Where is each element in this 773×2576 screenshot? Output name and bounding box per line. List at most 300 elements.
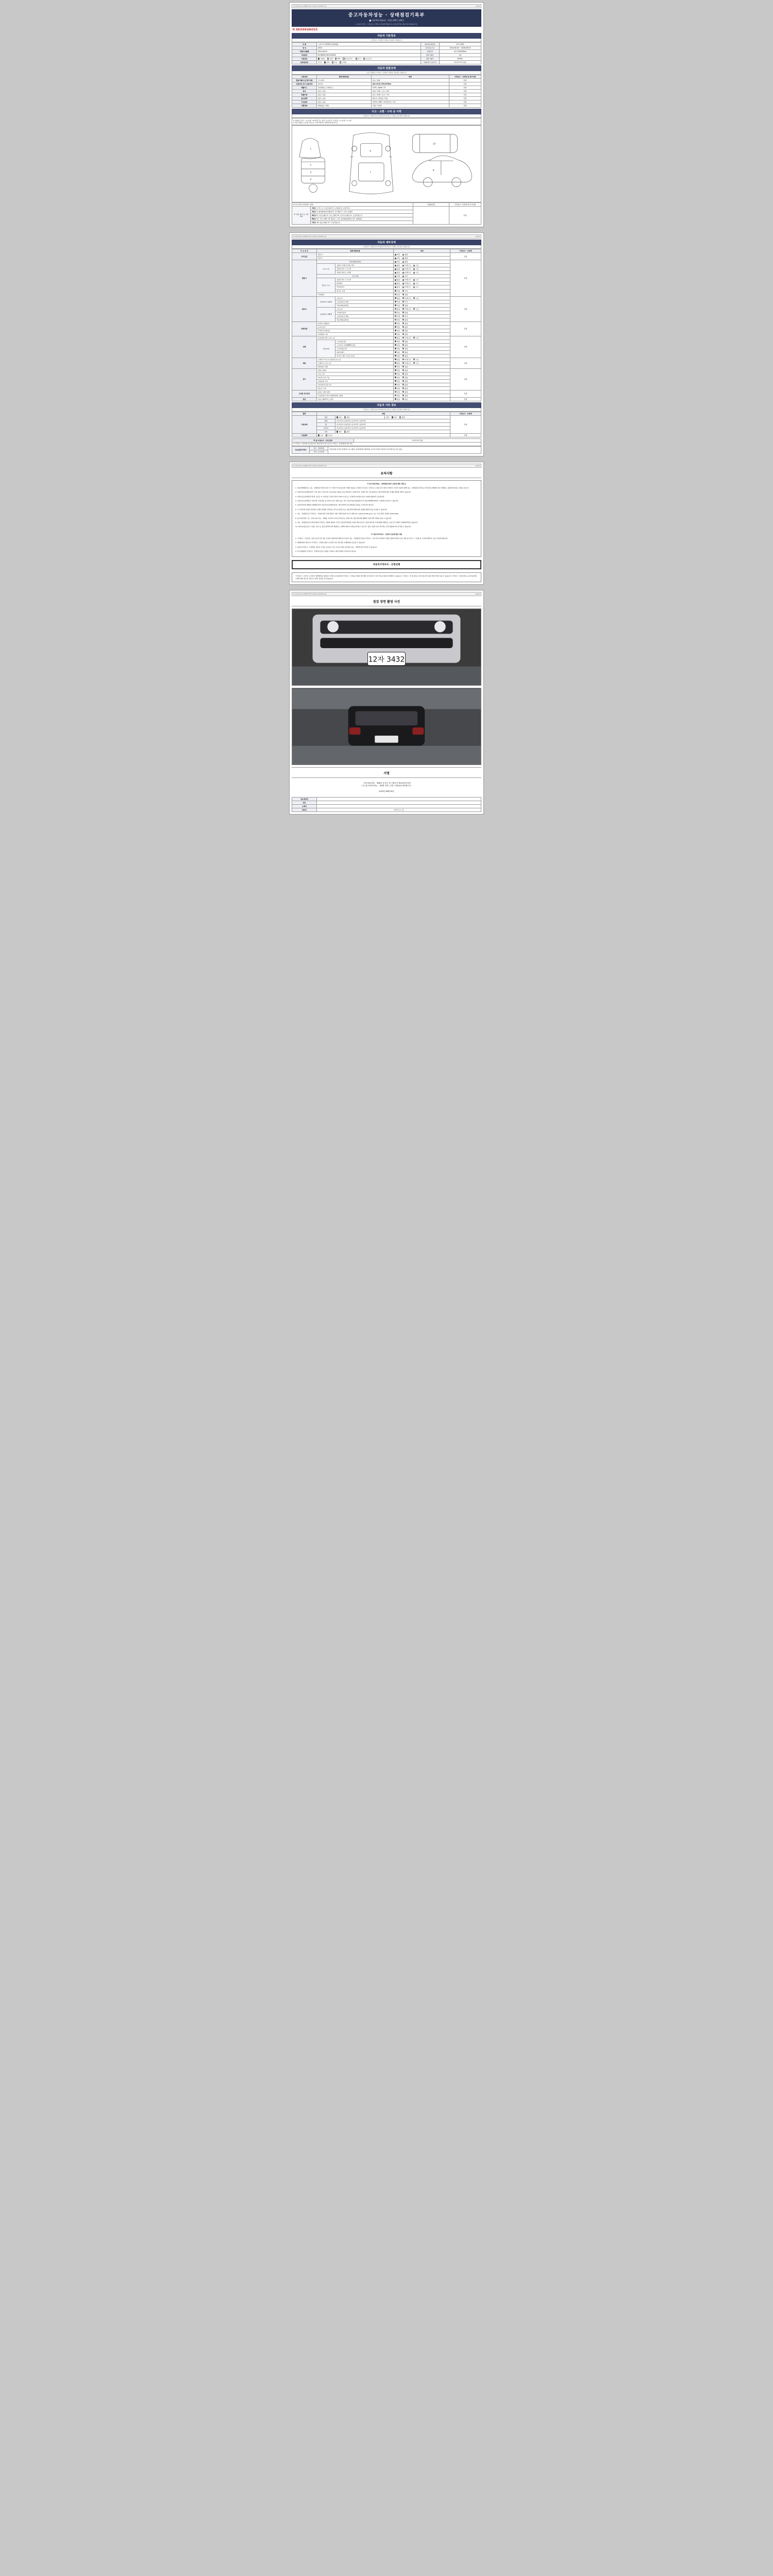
state-option[interactable]: 미세누수 [402,279,411,281]
state-option[interactable]: 양호 [395,341,400,343]
state-option[interactable]: 불량 [402,387,408,389]
checkbox-icon[interactable] [402,341,404,342]
row-state[interactable] [394,340,450,343]
checkbox-icon[interactable] [413,283,415,284]
sig-row-value[interactable] [317,798,481,801]
state-option[interactable]: 누유 [413,272,418,274]
state-option[interactable]: 양호 [395,351,400,353]
state-option[interactable]: 불량 [402,351,408,353]
row-state[interactable] [394,321,450,325]
row-state[interactable]: 렌트카 / 영업용 / 관용 [371,97,449,100]
checkbox-icon[interactable] [402,294,404,295]
checkbox-icon[interactable] [395,380,396,382]
row-state-right[interactable] [385,416,450,419]
checkbox-icon[interactable] [356,58,357,59]
state-option[interactable]: 불량 [344,431,349,433]
state-option[interactable]: 없음 [395,264,400,266]
state-option[interactable]: 미세누수 [402,286,411,288]
checkbox-icon[interactable] [318,434,320,436]
state-option[interactable]: 양호 [395,369,400,371]
state-option[interactable]: 불량 [402,261,408,263]
checkbox-icon[interactable] [402,319,404,320]
state-option[interactable]: 불량 [344,416,349,418]
row-state[interactable] [394,311,450,314]
checkbox-icon[interactable] [413,286,415,288]
color-option[interactable]: 단색 [324,61,329,63]
checkbox-icon[interactable] [395,355,396,357]
state-option[interactable]: 미세누유 [402,264,411,266]
state-option[interactable]: 양호 [395,387,400,389]
state-option[interactable]: 누유 [413,362,418,364]
mileage-readout: 현재 계기판 203,629km [372,83,392,86]
row-state[interactable]: 운전석전 / 동반석전 / 운전석후 / 동반석후 [335,419,450,423]
row-value: KL1MR4413DC554042 [317,54,421,57]
checkbox-icon[interactable] [413,359,415,360]
state-option[interactable]: 누유 [413,264,418,266]
state-option[interactable]: 부족 [402,290,408,292]
row-state[interactable] [394,289,450,293]
state-option[interactable]: 없음 [395,337,400,339]
checkbox-icon[interactable] [344,416,346,418]
checkbox-icon[interactable] [413,337,415,338]
state-option[interactable]: 양호 [395,380,400,382]
checkbox-icon[interactable] [395,268,396,270]
checkbox-icon[interactable] [395,384,396,385]
checkbox-icon[interactable] [395,304,396,306]
fuel-option[interactable]: 전기 [356,58,361,60]
row-state[interactable] [394,303,450,307]
sig-row-value[interactable] [317,801,481,805]
checkbox-icon[interactable] [402,377,404,378]
browser-title-2: 중고자동차성능·상태점검기록부 표준양식 (제 3편의 1호) [293,236,327,238]
row-state[interactable] [394,343,450,347]
state-option[interactable]: 없음 [395,272,400,274]
state-option[interactable]: 없음 [395,359,400,361]
checkbox-icon[interactable] [337,431,338,432]
sig-row-label: 상호 [292,801,317,805]
checkbox-icon[interactable] [395,308,396,310]
row-state[interactable] [394,271,450,275]
checkbox-icon[interactable] [402,315,404,317]
row-state[interactable] [394,282,450,285]
state-option[interactable]: 양호 [395,294,400,296]
row-state[interactable] [394,300,450,303]
checkbox-icon[interactable] [343,58,344,59]
checkbox-icon[interactable] [395,348,396,349]
row-state[interactable] [394,278,450,282]
checkbox-icon[interactable] [395,315,396,317]
state-option[interactable]: 양호 [395,395,400,397]
state-option[interactable]: 양호 [395,344,400,346]
row-state[interactable] [394,264,450,267]
state-option[interactable]: 부족 [402,275,408,277]
signature-line-1: 「자동차관리법」 제58조 및 같은 법 시행규칙 제120조에 따라 [362,782,411,784]
checkbox-icon[interactable] [395,319,396,320]
row-state[interactable] [394,372,450,376]
state-option[interactable]: 불량 [402,304,408,307]
checkbox-icon[interactable] [402,268,404,270]
row-state[interactable] [394,376,450,379]
row-state[interactable] [394,253,450,257]
row-state[interactable] [335,416,385,419]
state-option[interactable]: 양호 [395,348,400,350]
row-state[interactable] [394,347,450,350]
checkbox-icon[interactable] [395,395,396,396]
state-option[interactable]: 누수 [413,279,418,281]
checkbox-icon[interactable] [402,362,404,364]
checkbox-icon[interactable] [402,312,404,313]
state-option[interactable]: 양호 [395,384,400,386]
checkbox-icon[interactable] [395,387,396,389]
fuel-option[interactable]: 가솔린 [318,58,325,60]
checkbox-icon[interactable] [402,254,404,256]
state-option[interactable]: 양호 [395,391,400,393]
state-option[interactable]: 보유 [318,434,323,436]
state-option[interactable]: 불량 [402,257,408,259]
state-option[interactable]: 없음 [395,286,400,288]
browser-page: (1/4쪽) [475,6,480,7]
checkbox-icon[interactable] [395,330,396,331]
state-option[interactable]: 불량 [402,344,408,346]
checkbox-icon[interactable] [326,434,327,436]
checkbox-icon[interactable] [402,272,404,274]
checkbox-icon[interactable] [402,323,404,324]
checkbox-icon[interactable] [402,373,404,375]
state-option[interactable]: 양호 [395,377,400,379]
row-state[interactable]: 운전석전 / 동반석전 / 운전석후 / 동반석후 [335,423,450,427]
checkbox-icon[interactable] [413,265,415,266]
state-option[interactable]: 불량 [402,326,408,328]
checkbox-icon[interactable] [337,416,338,418]
state-option[interactable]: 불량 [402,391,408,393]
table-row [292,203,481,207]
checkbox-icon[interactable] [395,265,396,266]
row-state[interactable] [394,379,450,383]
state-option[interactable]: 없음 [395,282,400,284]
checkbox-icon[interactable] [413,297,415,299]
state-option[interactable]: 미세누유 [402,268,411,270]
row-state[interactable]: 양호 / 불량 [371,79,449,82]
row-state[interactable] [394,285,450,289]
checkbox-icon[interactable] [395,279,396,281]
checkbox-icon[interactable] [402,333,404,335]
row-state[interactable] [335,430,450,434]
group-label: 제동 [292,358,317,368]
row-state[interactable] [394,293,450,296]
state-option[interactable]: 없음 [395,268,400,270]
checkbox-icon[interactable] [395,312,396,313]
checkbox-icon[interactable] [402,326,404,328]
row-state[interactable]: 에어백 / ABS / 내비게이션 / 기타 [371,100,449,104]
state-option[interactable]: 불량 [402,341,408,343]
checkbox-icon[interactable] [392,416,393,418]
color-option[interactable]: 투톤 [332,61,337,63]
checkbox-icon[interactable] [402,369,404,371]
row-state[interactable] [394,314,450,318]
checkbox-icon[interactable] [395,391,396,393]
checkbox-icon[interactable] [395,276,396,277]
row-state[interactable]: 불법 / 적법 / 구조 / 장치 [371,90,449,93]
checkbox-icon[interactable] [395,261,396,263]
row-state[interactable] [394,354,450,358]
checkbox-icon[interactable] [402,344,404,346]
state-option[interactable]: 양호 [395,257,400,259]
checkbox-icon[interactable] [402,297,404,299]
row-state[interactable] [394,365,450,368]
checkbox-icon[interactable] [402,330,404,331]
checkbox-icon[interactable] [395,366,396,367]
checkbox-icon[interactable] [395,258,396,259]
state-option[interactable]: 적정 [395,290,400,292]
state-option[interactable]: 불량 [402,366,408,368]
row-state[interactable] [371,82,449,86]
row-state[interactable] [394,260,450,264]
row-state[interactable] [394,275,450,278]
checkbox-icon[interactable] [402,398,404,400]
checkbox-icon[interactable] [395,323,396,324]
row-state[interactable]: 운전석전 / 동반석전 / 운전석후 / 동반석후 [335,427,450,430]
checkbox-icon[interactable] [402,348,404,349]
state-option[interactable]: 불량 [402,294,408,296]
checkbox-icon[interactable] [395,341,396,342]
checkbox-icon[interactable] [402,384,404,385]
state-option[interactable]: 미세누유 [402,308,411,310]
checkbox-icon[interactable] [402,301,404,302]
row-state[interactable]: 침수 / 화재 / 도난 / 기타 [371,93,449,97]
color-option[interactable]: 쓰리톤 [340,61,346,63]
checkbox-icon[interactable] [395,283,396,284]
state-option[interactable]: 미보유 [326,434,332,436]
checkbox-icon[interactable] [413,308,415,310]
state-option[interactable]: 있음 [402,398,408,400]
state-option[interactable]: 양호 [395,330,400,332]
checkbox-icon[interactable] [395,377,396,378]
state-option[interactable]: 불량 [402,333,408,335]
state-option[interactable]: 불량 [402,319,408,321]
checkbox-icon[interactable] [402,337,404,338]
checkbox-icon[interactable] [402,359,404,360]
checkbox-icon[interactable] [402,279,404,281]
row-state[interactable] [394,267,450,271]
state-option[interactable]: 양호 [395,261,400,263]
state-option[interactable]: 누유 [413,297,418,299]
state-option[interactable]: 불량 [402,373,408,375]
checkbox-icon[interactable] [402,283,404,284]
state-option[interactable]: 양호 [395,373,400,375]
state-option[interactable]: 양호 [395,355,400,357]
row-state[interactable] [394,397,450,401]
checkbox-icon[interactable] [395,294,396,295]
row-state[interactable] [394,329,450,332]
checkbox-icon[interactable] [402,391,404,393]
checkbox-icon[interactable] [402,261,404,263]
checkbox-icon[interactable] [395,254,396,256]
checkbox-icon[interactable] [395,362,396,364]
checkbox-icon[interactable] [395,297,396,299]
row-value-2: 12자 3432 [439,43,481,46]
row-state[interactable] [394,318,450,321]
table-row [292,446,481,450]
browser-title: 중고자동차성능·상태점검기록부 표준양식 (제 3편의 1호) [293,6,327,7]
section-overall-sub: (주요 주행물품, 가격조사 · 산정액이 기재되는 경우에만 기재합니다) [292,71,481,75]
state-option[interactable]: 불량 [402,384,408,386]
checkbox-icon[interactable] [395,290,396,292]
state-option[interactable]: 불량 [402,377,408,379]
state-option[interactable]: 적정 [395,315,400,317]
checkbox-icon[interactable] [344,431,346,432]
state-option[interactable]: 누유 [413,337,418,339]
row-state[interactable] [394,358,450,361]
checkbox-icon[interactable] [335,58,337,59]
state-option[interactable]: 양호 [337,416,342,418]
row-state[interactable] [394,368,450,372]
checkbox-icon[interactable] [395,398,396,400]
state-option[interactable]: 없음 [395,279,400,281]
state-option[interactable]: 누유 [413,308,418,310]
checkbox-icon[interactable] [402,286,404,288]
checkbox-icon[interactable] [402,395,404,396]
row-state[interactable] [394,394,450,397]
state-option[interactable]: 불량 [402,330,408,332]
state-option[interactable]: 적정 [395,275,400,277]
state-option[interactable]: 누유 [413,268,418,270]
state-option[interactable]: 양호 [337,431,342,433]
checkbox-icon[interactable] [395,286,396,288]
checkbox-icon[interactable] [413,279,415,281]
checkbox-icon[interactable] [395,333,396,335]
row-value: 2014-06-19 [317,50,421,54]
checkbox-icon[interactable] [395,326,396,328]
checkbox-icon[interactable] [402,308,404,310]
state-option[interactable]: 없음 [395,297,400,299]
row-state[interactable] [394,386,450,390]
state-option[interactable]: 미세누유 [402,337,411,339]
fuel-option[interactable]: LPG [335,58,340,60]
state-option[interactable]: 양호 [395,319,400,321]
sig-row-value[interactable] [317,805,481,808]
table-row [292,86,481,90]
checkbox-icon[interactable] [413,272,415,274]
row-state[interactable] [317,434,450,437]
state-option[interactable]: 부족 [402,315,408,317]
sig-row-value[interactable]: (서명 또는 인) [317,808,481,812]
row-state[interactable] [394,383,450,386]
checkbox-icon[interactable] [402,304,404,306]
checkbox-icon[interactable] [413,362,415,364]
checkbox-icon[interactable] [402,351,404,353]
state-option[interactable]: 누수 [413,282,418,284]
state-option[interactable]: 양호 [395,323,400,325]
checkbox-icon[interactable] [402,290,404,292]
row-label: 타이어 [317,427,335,430]
checkbox-icon[interactable] [327,58,329,59]
state-option[interactable]: 불량 [402,395,408,397]
row-label: 차대번호 [292,54,317,57]
state-option[interactable]: 미세누유 [402,297,411,299]
state-option[interactable]: 불량 [402,253,408,256]
notice-item: 2. 자동차성능상태점검자가 거짓 점검 고지하거나 성능점검을 내용을 잘못 점검하여 사실과 달리 기재한 경우 성능점검자는 매수인에게 생긴 손해를 배상할 책임이 있습니다. [295,491,411,494]
state-option[interactable]: 없음 [395,362,400,364]
row-state[interactable] [394,361,450,365]
state-option[interactable]: 양호 [395,253,400,256]
checkbox-icon[interactable] [395,373,396,375]
checkbox-icon[interactable] [395,344,396,346]
checkbox-icon[interactable] [399,416,401,418]
table-row [292,79,481,82]
row-state[interactable]: 0.5% / 1ppm / % [371,86,449,90]
row-state[interactable] [394,332,450,336]
fuel-option[interactable]: 수소전기 [363,58,372,60]
checkbox-icon[interactable] [402,380,404,382]
checkbox-icon[interactable] [402,265,404,266]
state-option[interactable]: 양호 [395,366,400,368]
checkbox-icon[interactable] [332,61,333,63]
row-amount: 만원 [449,82,481,86]
state-option[interactable]: 양호 [395,304,400,307]
state-option[interactable]: 없음 [395,398,400,400]
notice-item: 3. 자동차성능상태점검기록부 보증은 이 기록부를 교부한 날부터 30일 이내 또는 주행거리 2천킬로미터 이내의 범위에서 보증합니다. [295,495,385,498]
state-option[interactable]: 양호 [395,312,400,314]
state-option[interactable]: 불량 [402,369,408,371]
state-option[interactable]: 불량 [399,416,405,418]
row-state[interactable] [394,307,450,311]
row-state[interactable] [394,257,450,260]
state-option[interactable]: 누수 [413,286,418,288]
checkbox-icon[interactable] [402,366,404,367]
checkbox-icon[interactable] [395,359,396,360]
state-option[interactable]: 미세누유 [402,362,411,364]
state-option[interactable]: 양호 [395,333,400,335]
fuel-option[interactable]: 하이브리드 [343,58,352,60]
state-option[interactable]: 불량 [402,312,408,314]
state-option[interactable]: 없음 [395,308,400,310]
checkbox-icon[interactable] [395,301,396,302]
row-state[interactable] [394,325,450,329]
row-state[interactable] [394,296,450,300]
checkbox-icon[interactable] [402,258,404,259]
row-state[interactable] [394,390,450,394]
checkbox-icon[interactable] [402,276,404,277]
state-option[interactable]: 미세누수 [402,282,411,284]
state-option[interactable]: 불량 [402,323,408,325]
checkbox-icon[interactable] [324,61,326,63]
state-option[interactable]: 불량 [402,348,408,350]
fuel-option[interactable]: 디젤 [327,58,332,60]
checkbox-icon[interactable] [395,351,396,353]
state-option[interactable]: 양호 [395,326,400,328]
row-state[interactable] [394,336,450,340]
checkbox-icon[interactable] [318,58,320,59]
checkbox-icon[interactable] [402,387,404,389]
row-state[interactable] [394,350,450,354]
state-option[interactable]: 미세누유 [402,359,411,361]
checkbox-icon[interactable] [340,61,341,63]
checkbox-icon[interactable] [395,369,396,371]
state-option[interactable]: 양호 [392,416,397,418]
row-state[interactable]: 이행 / 미이행 [371,104,449,108]
checkbox-icon[interactable] [413,268,415,270]
state-option[interactable]: 불량 [402,380,408,382]
checkbox-icon[interactable] [395,337,396,338]
checkbox-icon[interactable] [395,272,396,274]
checkbox-icon[interactable] [402,355,404,357]
state-option[interactable]: 미세누유 [402,272,411,274]
state-option[interactable]: 적정 [395,301,400,303]
state-option[interactable]: 부족 [402,301,408,303]
state-option[interactable]: 누유 [413,359,418,361]
state-option[interactable]: 불량 [402,355,408,357]
checkbox-icon[interactable] [363,58,365,59]
